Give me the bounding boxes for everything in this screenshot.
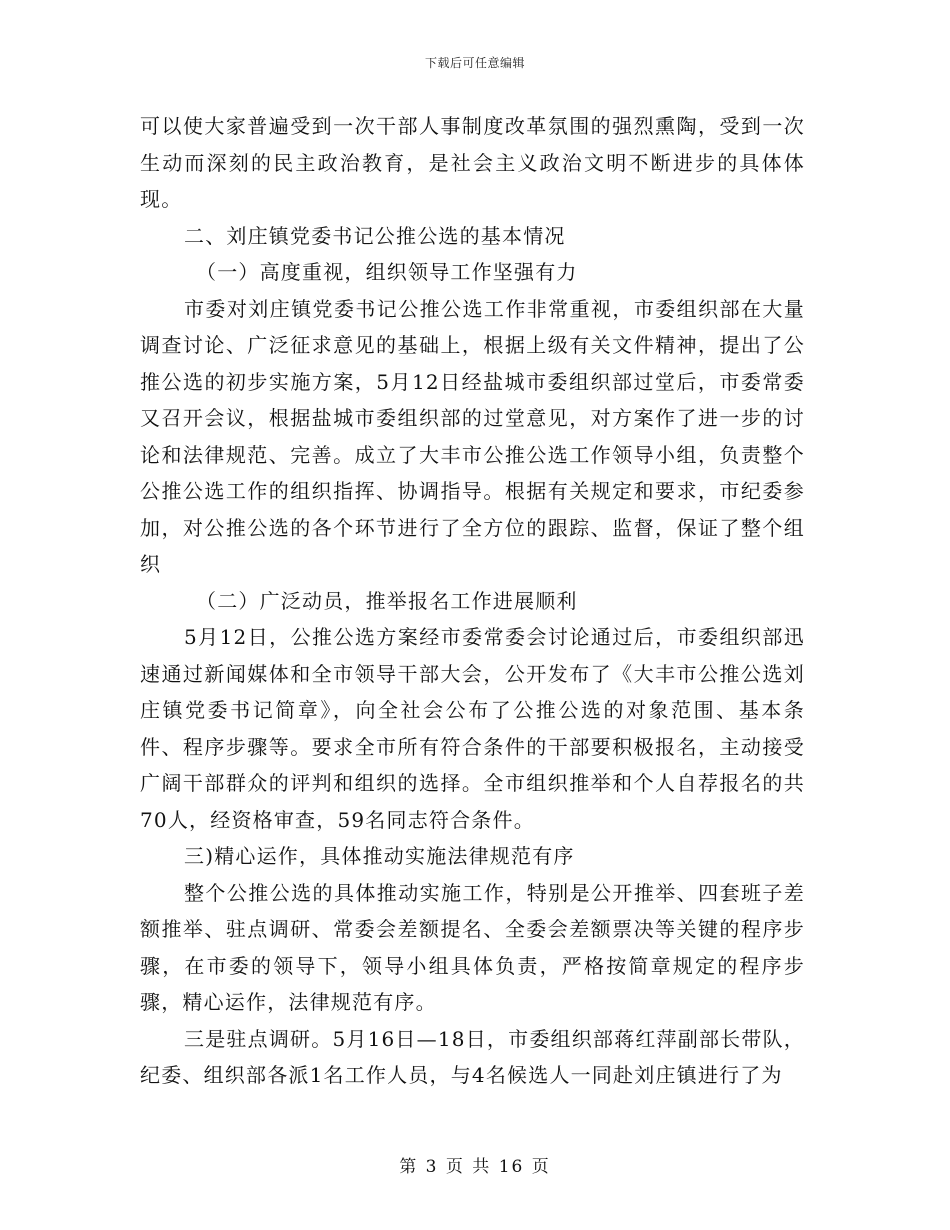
subsection-heading: （二）广泛动员，推举报名工作进展顺利 [196,588,578,613]
body-paragraph: 三是驻点调研。5月16日—18日，市委组织部蒋红萍副部长带队，纪委、组织部各派1名工作人员，与4名候选人一同赴刘庄镇进行了为 [140,1026,805,1087]
page-footer: 第 3 页 共 16 页 [399,1157,551,1177]
body-paragraph: 整个公推公选的具体推动实施工作，特别是公开推举、四套班子差额推举、驻点调研、常委会差额提名、全委会差额票决等关键的程序步骤，在市委的领导下，领导小组具体负责，严格按简章规定的程序步骤，精心运作，法律规范有序。 [140,880,805,1014]
section-heading: 二、刘庄镇党委书记公推公选的基本情况 [184,223,566,248]
page-header: 下载后可任意编辑 [424,56,525,70]
body-paragraph: 5月12日，公推公选方案经市委常委会讨论通过后，市委组织部迅速通过新闻媒体和全市领导干部大会，公开发布了《大丰市公推公选刘庄镇党委书记简章》，向全社会公布了公推公选的对象范围、基本条件、程序步骤等。要求全市所有符合条件的干部要积极报名，主动接受广阔干部群众的评判和组织的选择。全市组织推举和个人自荐报名的共70人，经资格审查，59名同志符合条件。 [140,625,805,832]
subsection-heading: （一）高度重视，组织领导工作坚强有力 [196,260,578,284]
subsection-heading: 三)精心运作，具体推动实施法律规范有序 [184,844,575,868]
document-body [140,108,805,1094]
paragraph-continuation: 可以使大家普遍受到一次干部人事制度改革氛围的强烈熏陶，受到一次生动而深刻的民主政治教育，是社会主义政治文明不断进步的具体体现。 [140,114,805,211]
body-paragraph: 市委对刘庄镇党委书记公推公选工作非常重视，市委组织部在大量调查讨论、广泛征求意见的基础上，根据上级有关文件精神，提出了公推公选的初步实施方案，5月12日经盐城市委组织部过堂后，市委常委又召开会议，根据盐城市委组织部的过堂意见，对方案作了进一步的讨论和法律规范、完善。成立了大丰市公推公选工作领导小组，负责整个公推公选工作的组织指挥、协调指导。根据有关规定和要求，市纪委参加，对公推公选的各个环节进行了全方位的跟踪、监督，保证了整个组织 [140,296,805,576]
